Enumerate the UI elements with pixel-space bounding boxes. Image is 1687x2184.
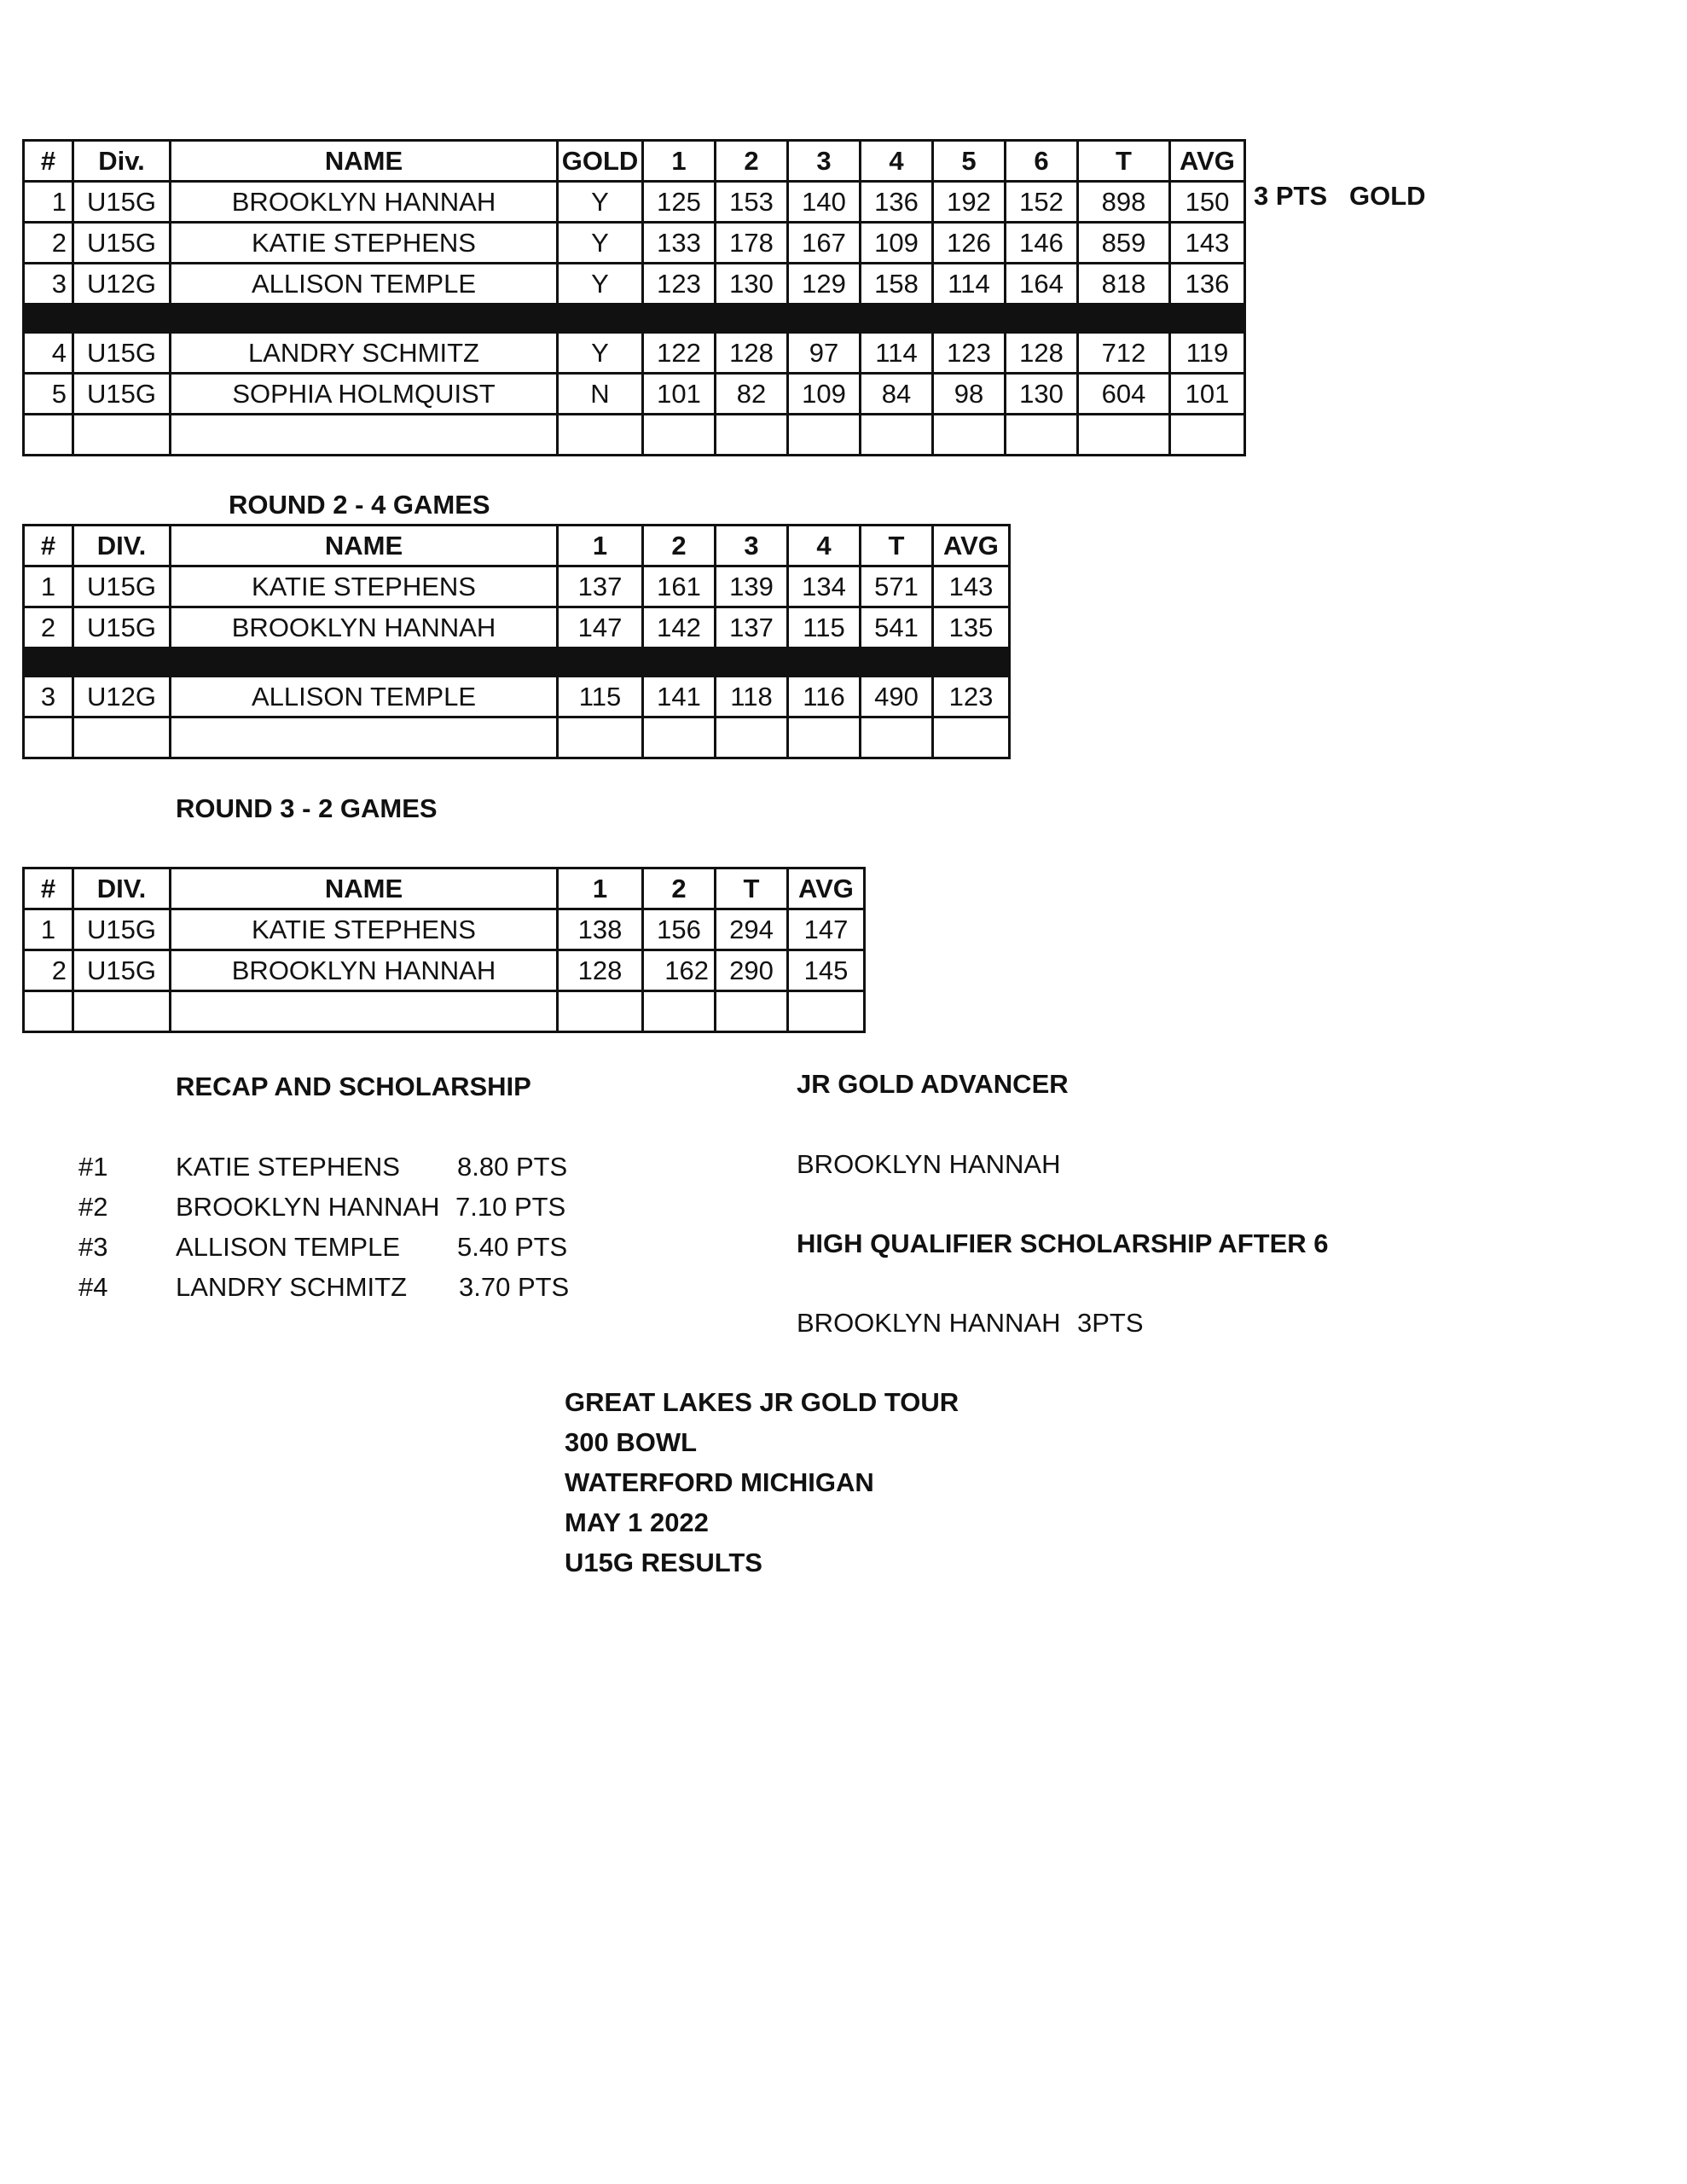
avg-cell: 145 [788, 950, 865, 991]
game-cell: 141 [643, 677, 716, 717]
header-cell: # [24, 526, 73, 566]
recap-points: 5.40 PTS [457, 1232, 568, 1262]
event-division: U15G RESULTS [565, 1548, 762, 1577]
header-cell: # [24, 868, 73, 909]
total-cell: 859 [1078, 223, 1170, 264]
header-cell: 3 [716, 526, 788, 566]
header-cell: 2 [643, 526, 716, 566]
game-cell: 123 [643, 264, 716, 305]
table-row [24, 950, 865, 991]
gold-cell: Y [558, 223, 643, 264]
recap-name: LANDRY SCHMITZ [176, 1272, 408, 1302]
table-row [24, 677, 1010, 717]
cut-line-divider [24, 648, 1010, 677]
table-row [24, 909, 865, 950]
header-row [24, 141, 1245, 182]
table-row [24, 333, 1245, 374]
header-cell: 1 [558, 868, 643, 909]
game-cell: 109 [788, 374, 861, 415]
recap-name: KATIE STEPHENS [176, 1152, 400, 1182]
event-venue: 300 BOWL [565, 1427, 698, 1457]
game-cell: 192 [933, 182, 1006, 223]
div-cell: U15G [73, 607, 171, 648]
recap-points: 3.70 PTS [459, 1272, 570, 1302]
game-cell: 140 [788, 182, 861, 223]
recap-rank: #3 [78, 1232, 108, 1262]
name-cell: ALLISON TEMPLE [171, 677, 558, 717]
game-cell: 137 [716, 607, 788, 648]
div-cell: U15G [73, 374, 171, 415]
header-cell: NAME [171, 526, 558, 566]
div-cell: U15G [73, 333, 171, 374]
div-cell: U12G [73, 264, 171, 305]
total-cell: 541 [861, 607, 933, 648]
header-cell: Div. [73, 141, 171, 182]
round3-title: ROUND 3 - 2 GAMES [176, 793, 438, 823]
round2-table [22, 524, 1011, 759]
header-cell: T [861, 526, 933, 566]
name-cell: KATIE STEPHENS [171, 566, 558, 607]
game-cell: 152 [1006, 182, 1078, 223]
header-cell: 3 [788, 141, 861, 182]
header-cell: NAME [171, 868, 558, 909]
header-cell: T [716, 868, 788, 909]
event-location: WATERFORD MICHIGAN [565, 1467, 874, 1497]
header-cell: 4 [861, 141, 933, 182]
header-cell: NAME [171, 141, 558, 182]
rank-cell: 1 [24, 566, 73, 607]
game-cell: 98 [933, 374, 1006, 415]
div-cell: U15G [73, 223, 171, 264]
header-cell: 5 [933, 141, 1006, 182]
name-cell: KATIE STEPHENS [171, 909, 558, 950]
game-cell: 115 [788, 607, 861, 648]
avg-cell: 135 [933, 607, 1010, 648]
game-cell: 153 [716, 182, 788, 223]
game-cell: 158 [861, 264, 933, 305]
header-row [24, 526, 1010, 566]
game-cell: 82 [716, 374, 788, 415]
div-cell: U15G [73, 182, 171, 223]
recap-rank: #1 [78, 1152, 108, 1182]
table-row [24, 223, 1245, 264]
game-cell: 118 [716, 677, 788, 717]
rank-cell: 3 [24, 677, 73, 717]
name-cell: SOPHIA HOLMQUIST [171, 374, 558, 415]
table-row [24, 374, 1245, 415]
game-cell: 139 [716, 566, 788, 607]
total-cell: 898 [1078, 182, 1170, 223]
game-cell: 125 [643, 182, 716, 223]
game-cell: 115 [558, 677, 643, 717]
recap-points: 7.10 PTS [455, 1192, 566, 1222]
empty-row [24, 991, 865, 1032]
game-cell: 128 [1006, 333, 1078, 374]
header-cell: AVG [1170, 141, 1245, 182]
avg-cell: 119 [1170, 333, 1245, 374]
game-cell: 123 [933, 333, 1006, 374]
header-cell: # [24, 141, 73, 182]
gold-cell: Y [558, 333, 643, 374]
div-cell: U15G [73, 909, 171, 950]
recap-rank: #2 [78, 1192, 108, 1222]
gold-cell: Y [558, 182, 643, 223]
game-cell: 126 [933, 223, 1006, 264]
table-row [24, 182, 1245, 223]
game-cell: 162 [643, 950, 716, 991]
avg-cell: 123 [933, 677, 1010, 717]
name-cell: BROOKLYN HANNAH [171, 950, 558, 991]
game-cell: 128 [716, 333, 788, 374]
high-qualifier-title: HIGH QUALIFIER SCHOLARSHIP AFTER 6 [797, 1228, 1329, 1258]
game-cell: 133 [643, 223, 716, 264]
avg-cell: 143 [1170, 223, 1245, 264]
div-cell: U15G [73, 950, 171, 991]
game-cell: 122 [643, 333, 716, 374]
round2-title: ROUND 2 - 4 GAMES [229, 490, 490, 520]
game-cell: 164 [1006, 264, 1078, 305]
game-cell: 101 [643, 374, 716, 415]
total-cell: 712 [1078, 333, 1170, 374]
header-row [24, 868, 865, 909]
total-cell: 290 [716, 950, 788, 991]
game-cell: 156 [643, 909, 716, 950]
rank-cell: 3 [24, 264, 73, 305]
event-tour-name: GREAT LAKES JR GOLD TOUR [565, 1387, 959, 1417]
header-cell: 2 [716, 141, 788, 182]
name-cell: KATIE STEPHENS [171, 223, 558, 264]
game-cell: 136 [861, 182, 933, 223]
recap-points: 8.80 PTS [457, 1152, 568, 1182]
name-cell: BROOKLYN HANNAH [171, 182, 558, 223]
gold-cell: Y [558, 264, 643, 305]
header-cell: 1 [643, 141, 716, 182]
game-cell: 84 [861, 374, 933, 415]
round1-table [22, 139, 1246, 456]
game-cell: 130 [716, 264, 788, 305]
rank-cell: 2 [24, 950, 73, 991]
high-qualifier-points: 3PTS [1077, 1308, 1144, 1338]
table-row [24, 566, 1010, 607]
game-cell: 138 [558, 909, 643, 950]
header-cell: AVG [788, 868, 865, 909]
total-cell: 571 [861, 566, 933, 607]
round3-table [22, 867, 866, 1033]
total-cell: 604 [1078, 374, 1170, 415]
empty-row [24, 717, 1010, 758]
game-cell: 116 [788, 677, 861, 717]
total-cell: 818 [1078, 264, 1170, 305]
game-cell: 147 [558, 607, 643, 648]
cut-line-divider [24, 305, 1245, 333]
high-qualifier-name: BROOKLYN HANNAH [797, 1308, 1061, 1338]
table-row [24, 607, 1010, 648]
event-date: MAY 1 2022 [565, 1507, 709, 1537]
avg-cell: 136 [1170, 264, 1245, 305]
game-cell: 109 [861, 223, 933, 264]
name-cell: ALLISON TEMPLE [171, 264, 558, 305]
avg-cell: 101 [1170, 374, 1245, 415]
header-cell: DIV. [73, 526, 171, 566]
header-cell: T [1078, 141, 1170, 182]
header-cell: GOLD [558, 141, 643, 182]
game-cell: 167 [788, 223, 861, 264]
table-row [24, 264, 1245, 305]
rank-cell: 4 [24, 333, 73, 374]
game-cell: 142 [643, 607, 716, 648]
total-cell: 490 [861, 677, 933, 717]
header-cell: 4 [788, 526, 861, 566]
header-cell: 2 [643, 868, 716, 909]
advancer-title: JR GOLD ADVANCER [797, 1069, 1069, 1099]
game-cell: 97 [788, 333, 861, 374]
name-cell: BROOKLYN HANNAH [171, 607, 558, 648]
game-cell: 130 [1006, 374, 1078, 415]
name-cell: LANDRY SCHMITZ [171, 333, 558, 374]
recap-title: RECAP AND SCHOLARSHIP [176, 1072, 531, 1101]
avg-cell: 150 [1170, 182, 1245, 223]
header-cell: 6 [1006, 141, 1078, 182]
recap-rank: #4 [78, 1272, 108, 1302]
avg-cell: 143 [933, 566, 1010, 607]
div-cell: U15G [73, 566, 171, 607]
total-cell: 294 [716, 909, 788, 950]
rank-cell: 1 [24, 182, 73, 223]
rank-cell: 2 [24, 607, 73, 648]
game-cell: 128 [558, 950, 643, 991]
game-cell: 146 [1006, 223, 1078, 264]
game-cell: 134 [788, 566, 861, 607]
rank-cell: 5 [24, 374, 73, 415]
round1-side-note: 3 PTS GOLD [1254, 181, 1426, 211]
rank-cell: 2 [24, 223, 73, 264]
recap-name: ALLISON TEMPLE [176, 1232, 401, 1262]
recap-name: BROOKLYN HANNAH [176, 1192, 440, 1222]
header-cell: AVG [933, 526, 1010, 566]
game-cell: 114 [861, 333, 933, 374]
game-cell: 161 [643, 566, 716, 607]
game-cell: 137 [558, 566, 643, 607]
empty-row [24, 415, 1245, 456]
advancer-name: BROOKLYN HANNAH [797, 1149, 1061, 1179]
header-cell: DIV. [73, 868, 171, 909]
game-cell: 114 [933, 264, 1006, 305]
rank-cell: 1 [24, 909, 73, 950]
header-cell: 1 [558, 526, 643, 566]
div-cell: U12G [73, 677, 171, 717]
game-cell: 178 [716, 223, 788, 264]
gold-cell: N [558, 374, 643, 415]
avg-cell: 147 [788, 909, 865, 950]
game-cell: 129 [788, 264, 861, 305]
